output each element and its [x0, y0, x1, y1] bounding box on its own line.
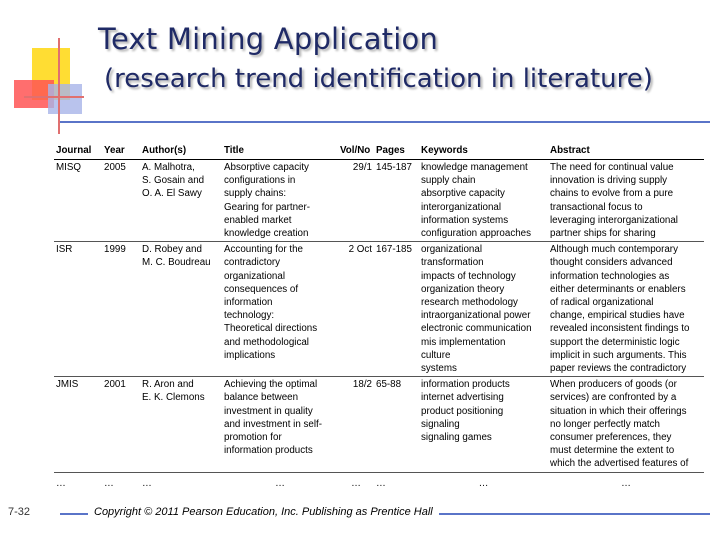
- line: mis implementation: [421, 336, 506, 348]
- cell-volno: 18/2: [338, 377, 374, 472]
- line: Accounting for the: [224, 244, 303, 256]
- cell-title: [222, 160, 338, 242]
- line: leveraging interorganizational: [550, 214, 678, 226]
- header-keywords: Keywords: [419, 142, 548, 160]
- cell-ellipsis: …: [376, 477, 386, 489]
- line: promotion for: [224, 432, 282, 444]
- line: The need for continual value: [550, 162, 674, 173]
- table-row-ellipsis: [54, 472, 704, 491]
- line: consequences of: [224, 283, 299, 295]
- line: consumer preferences, they: [550, 432, 672, 444]
- line: supply chains:: [224, 188, 287, 200]
- line: of radical organizational: [550, 297, 654, 309]
- line: technology:: [224, 310, 275, 322]
- line: enabled market: [224, 214, 292, 226]
- cell-pages: 145-187: [374, 160, 419, 242]
- line: signaling: [421, 418, 460, 430]
- cell-abstract: [548, 377, 704, 472]
- cell-volno: 2 Oct: [338, 242, 374, 377]
- line: transformation: [421, 257, 484, 269]
- decor-blue-square: [48, 84, 82, 114]
- line: signaling games: [421, 432, 492, 444]
- slide-subtitle: (research trend identification in literature): [104, 64, 653, 94]
- line: impacts of technology: [421, 270, 516, 282]
- cell-ellipsis: …: [104, 477, 114, 489]
- line: services) are confronted by a: [550, 392, 677, 404]
- line: transactional focus to: [550, 201, 643, 213]
- line: change, empirical studies have: [550, 310, 685, 322]
- line: A. Malhotra,: [142, 162, 195, 173]
- header-volno: Vol/No: [338, 142, 374, 160]
- copyright-notice: Copyright © 2011 Pearson Education, Inc. Publishing as Prentice Hall: [88, 506, 439, 518]
- header-year: Year: [102, 142, 140, 160]
- line: which the advertised features of: [550, 458, 689, 470]
- header-abstract: Abstract: [548, 142, 704, 160]
- line: electronic communication: [421, 323, 532, 335]
- line: systems: [421, 363, 457, 375]
- line: Theoretical directions: [224, 323, 318, 335]
- line: Achieving the optimal: [224, 379, 318, 391]
- line: no longer perfectly match: [550, 418, 660, 430]
- line: organizational: [421, 244, 483, 256]
- line: Gearing for partner-: [224, 201, 311, 213]
- cell-abstract: [548, 242, 704, 377]
- line: thought considers advanced: [550, 257, 673, 269]
- line: balance between: [224, 392, 299, 404]
- line: implicit in such arguments. This: [550, 349, 687, 361]
- line: partner ships for sharing: [550, 228, 656, 240]
- line: information: [224, 297, 273, 309]
- line: Absorptive capacity: [224, 162, 309, 173]
- table-row: [54, 160, 704, 242]
- decor-horizontal-line: [24, 96, 84, 98]
- cell-title: [222, 377, 338, 472]
- cell-journal: JMIS: [54, 377, 102, 472]
- line: information products: [224, 445, 313, 457]
- cell-pages: 65-88: [374, 377, 419, 472]
- cell-year: 1999: [102, 242, 140, 377]
- cell-keywords: [419, 377, 548, 472]
- line: culture: [421, 349, 451, 361]
- line: S. Gosain and: [142, 175, 205, 187]
- header-pages: Pages: [374, 142, 419, 160]
- line: contradictory: [224, 257, 281, 269]
- header-journal: Journal: [54, 142, 102, 160]
- header-authors: Author(s): [140, 142, 222, 160]
- cell-ellipsis: …: [56, 477, 66, 489]
- line: investment in quality: [224, 405, 313, 417]
- line: configurations in: [224, 175, 296, 187]
- cell-journal: MISQ: [54, 160, 102, 242]
- line: implications: [224, 349, 276, 361]
- line: and investment in self-: [224, 418, 323, 430]
- line: either determinants or enablers: [550, 283, 686, 295]
- line: intraorganizational power: [421, 310, 531, 322]
- line: Although much contemporary: [550, 244, 678, 256]
- line: knowledge creation: [224, 228, 309, 240]
- line: support the deterministic logic: [550, 336, 680, 348]
- line: situation in which their offerings: [550, 405, 687, 417]
- table-row: [54, 377, 704, 472]
- line: must determine the extent to: [550, 445, 675, 457]
- line: product positioning: [421, 405, 504, 417]
- cell-abstract: [548, 160, 704, 242]
- cell-ellipsis: …: [275, 477, 285, 489]
- line: paper reviews the contradictory: [550, 363, 687, 375]
- line: revealed inconsistent findings to: [550, 323, 690, 335]
- line: information products: [421, 379, 510, 391]
- line: chains to evolve from a pure: [550, 188, 674, 200]
- line: research methodology: [421, 297, 518, 309]
- line: M. C. Boudreau: [142, 257, 211, 269]
- cell-title: [222, 242, 338, 377]
- cell-authors: [140, 377, 222, 472]
- table-header-row: [54, 142, 704, 160]
- line: organizational: [224, 270, 286, 282]
- table-row: [54, 242, 704, 377]
- line: interorganizational: [421, 201, 502, 213]
- line: R. Aron and: [142, 379, 194, 391]
- line: supply chain: [421, 175, 476, 187]
- cell-year: 2005: [102, 160, 140, 242]
- slide-title: Text Mining Application: [98, 22, 439, 56]
- line: information systems: [421, 214, 509, 226]
- cell-pages: 167-185: [374, 242, 419, 377]
- slide-number: 7-32: [8, 506, 31, 518]
- line: E. K. Clemons: [142, 392, 205, 404]
- line: configuration approaches: [421, 228, 532, 240]
- cell-ellipsis: …: [351, 477, 361, 489]
- cell-authors: [140, 242, 222, 377]
- cell-keywords: [419, 242, 548, 377]
- title-underline: [60, 121, 710, 123]
- decor-vertical-line: [58, 38, 60, 134]
- cell-journal: ISR: [54, 242, 102, 377]
- line: When producers of goods (or: [550, 379, 677, 391]
- line: O. A. El Sawy: [142, 188, 202, 200]
- literature-table: [54, 142, 704, 491]
- line: absorptive capacity: [421, 188, 505, 200]
- line: information technologies as: [550, 270, 670, 282]
- cell-year: 2001: [102, 377, 140, 472]
- line: D. Robey and: [142, 244, 202, 256]
- line: innovation is driving supply: [550, 175, 668, 187]
- line: organization theory: [421, 283, 505, 295]
- cell-authors: [140, 160, 222, 242]
- cell-ellipsis: …: [142, 477, 152, 489]
- line: internet advertising: [421, 392, 504, 404]
- cell-ellipsis: …: [478, 477, 489, 489]
- line: and methodological: [224, 336, 309, 348]
- line: knowledge management: [421, 162, 528, 173]
- header-title: Title: [222, 142, 338, 160]
- cell-volno: 29/1: [338, 160, 374, 242]
- cell-ellipsis: …: [621, 477, 631, 489]
- cell-keywords: [419, 160, 548, 242]
